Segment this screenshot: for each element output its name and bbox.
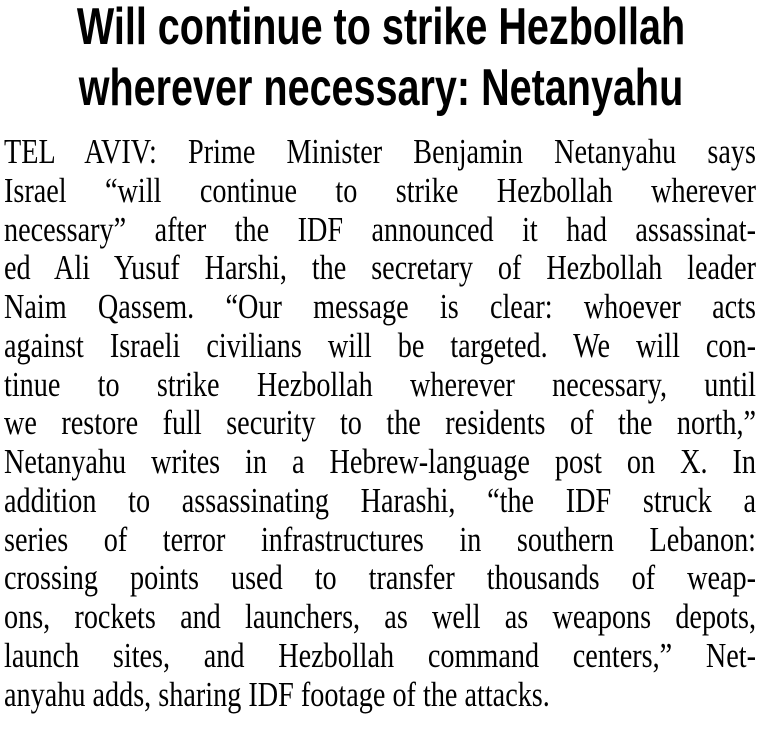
headline-line: wherever necessary: Netanyahu xyxy=(78,59,684,117)
body-line: series of terror infrastructures in southern Lebanon: xyxy=(4,520,757,559)
body-line: tinue to strike Hezbollah wherever necessary, until xyxy=(4,365,757,404)
body-line: crossing points used to transfer thousands of weap- xyxy=(4,559,757,598)
body-line: Naim Qassem. “Our message is clear: whoever acts xyxy=(4,288,757,326)
body-line: addition to assassinating Harashi, “the IDF struck a xyxy=(4,481,757,520)
body-line: anyahu adds, sharing IDF footage of the attacks. xyxy=(4,675,550,714)
body-line: against Israeli civilians will be targeted. We will con- xyxy=(4,326,757,365)
article-body xyxy=(4,133,756,714)
body-line: Netanyahu writes in a Hebrew-language post on X. In xyxy=(4,443,757,481)
body-line: TEL AVIV: Prime Minister Benjamin Netanyahu says xyxy=(4,133,757,171)
body-line: ons, rockets and launchers, as well as weapons depots, xyxy=(4,598,757,636)
headline-line: Will continue to strike Hezbollah xyxy=(76,0,686,56)
body-line: Israel “will continue to strike Hezbollah wherever xyxy=(4,171,757,210)
body-line: ed Ali Yusuf Harshi, the secretary of Hezbollah leader xyxy=(4,249,757,288)
body-line: launch sites, and Hezbollah command centers,” Net- xyxy=(4,636,757,675)
body-line: necessary” after the IDF announced it had assassinat- xyxy=(4,210,757,249)
article-headline xyxy=(0,0,762,119)
body-line: we restore full security to the residents of the north,” xyxy=(4,404,757,443)
